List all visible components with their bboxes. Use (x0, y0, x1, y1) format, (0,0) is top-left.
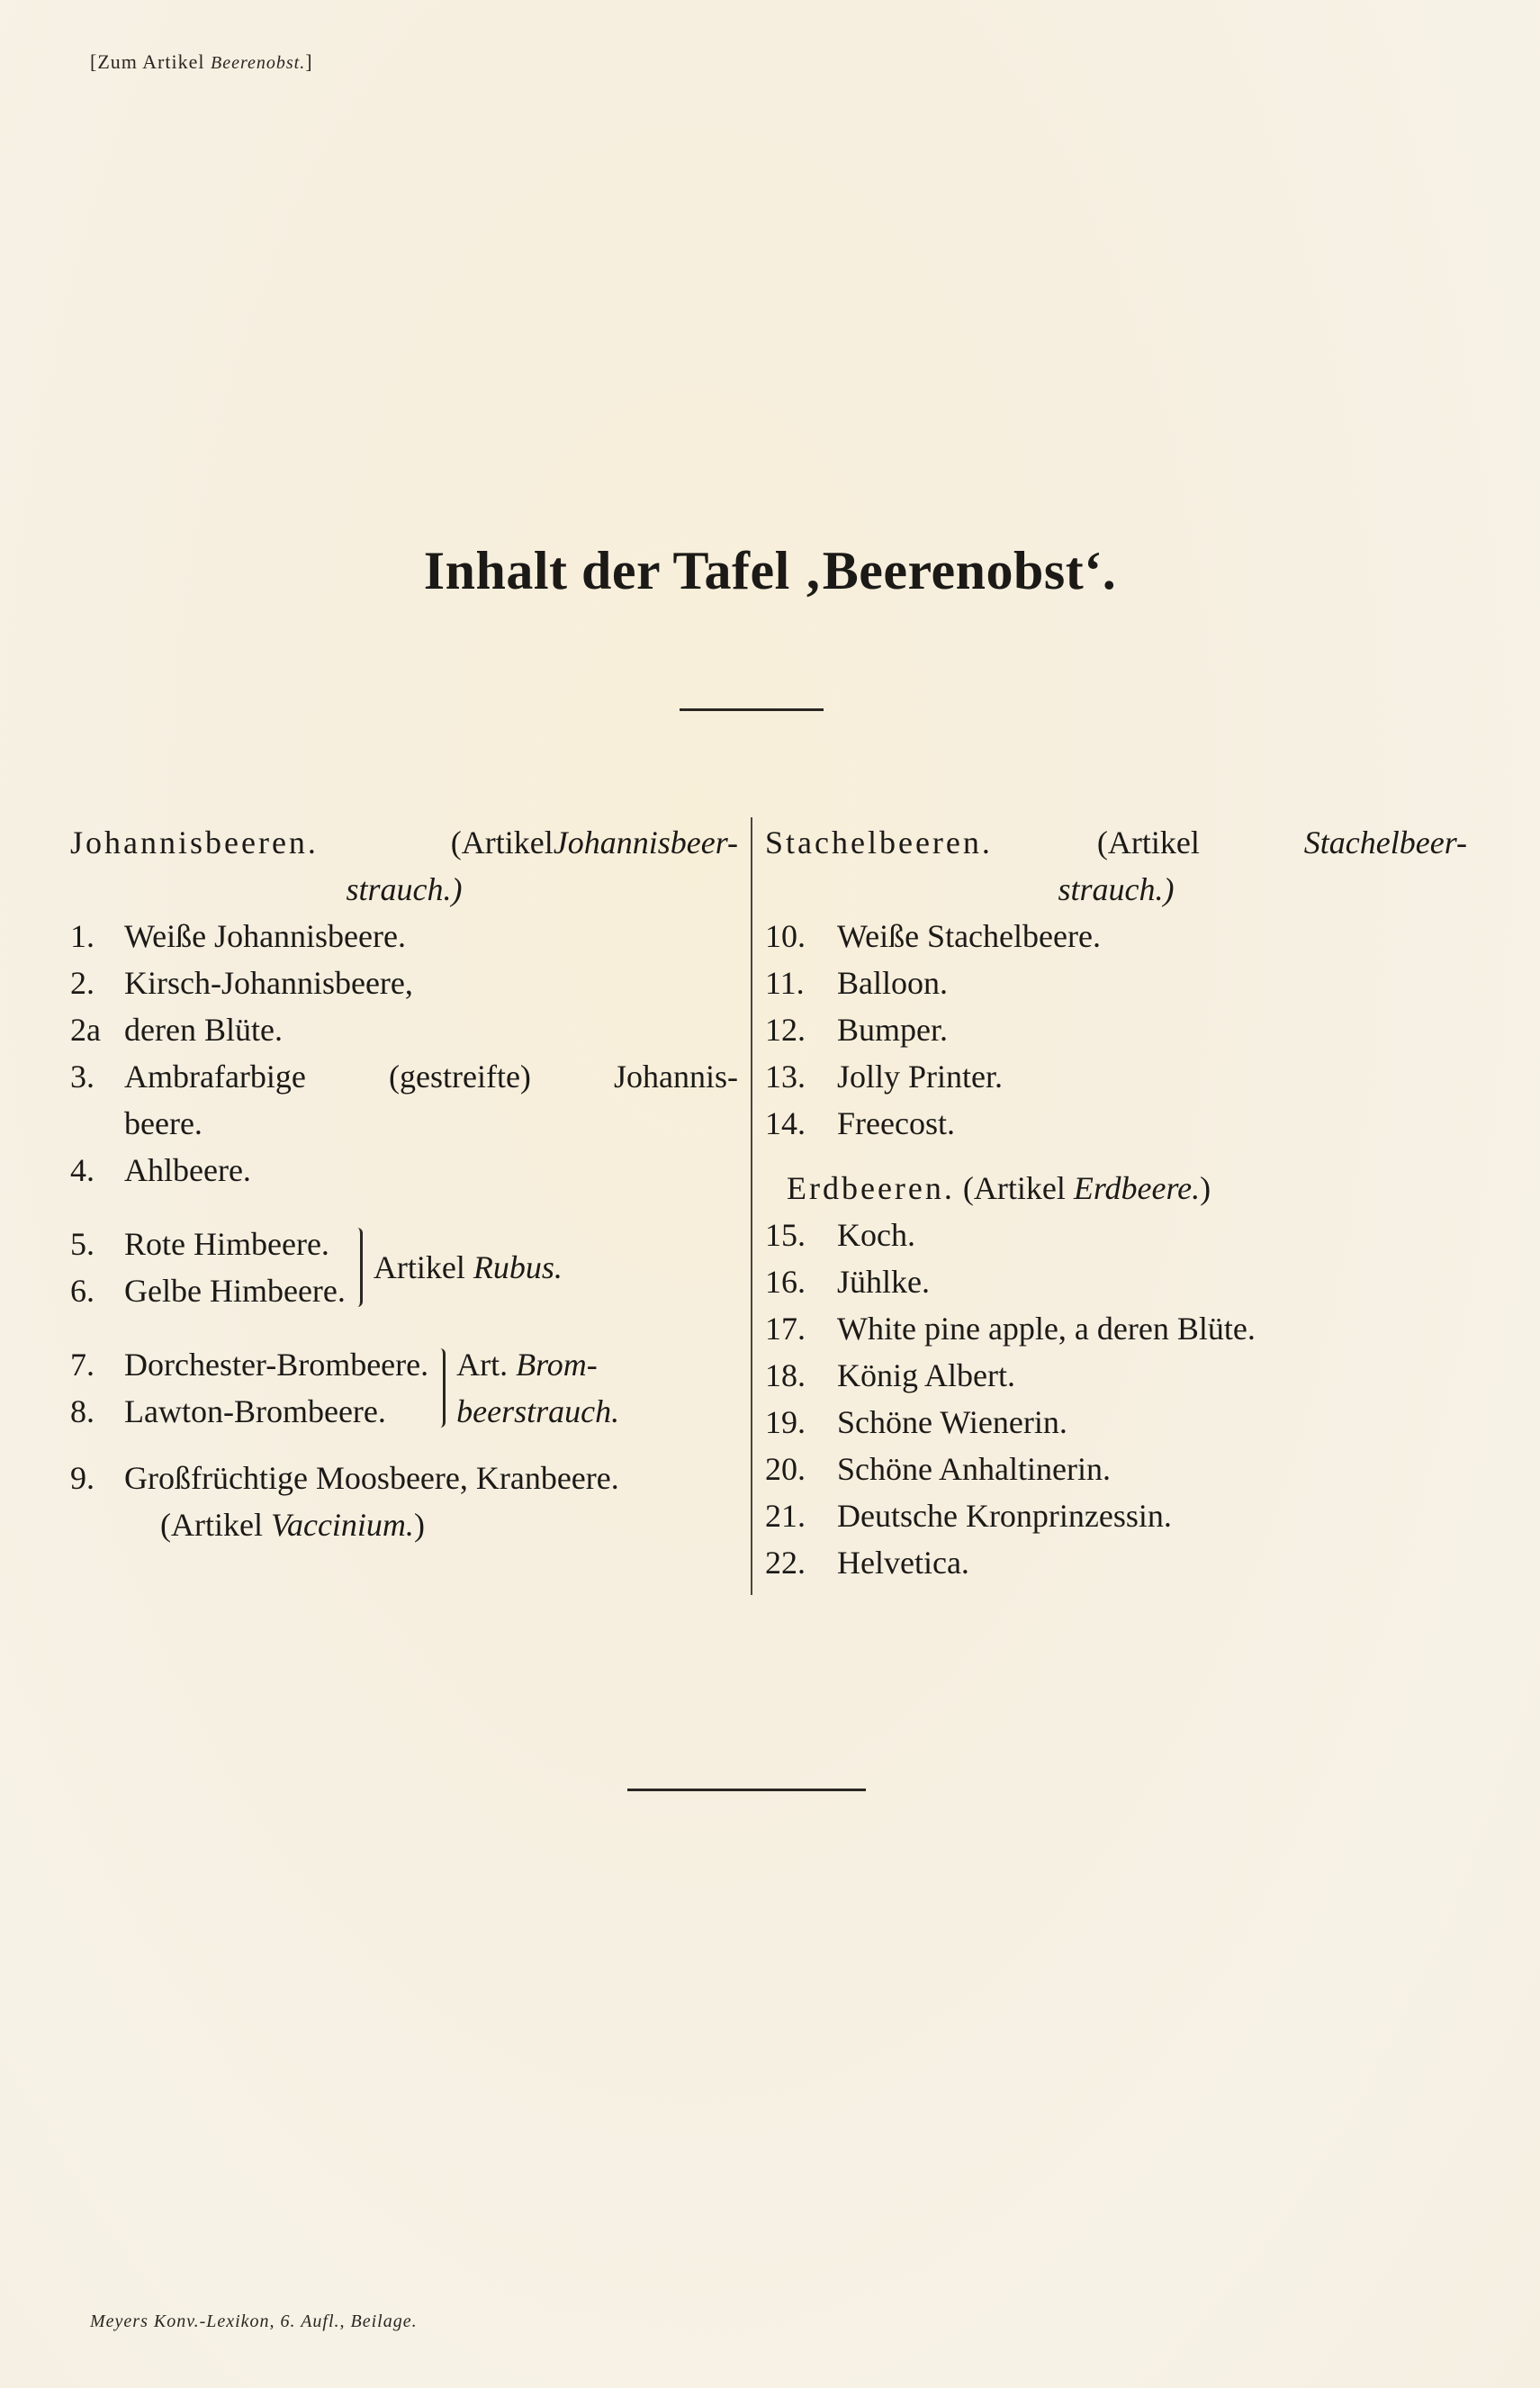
item-number: 4. (70, 1152, 95, 1188)
item9-cont-prefix: (Artikel (160, 1507, 263, 1543)
brombeere-group (70, 1341, 738, 1435)
section-name: Erdbeeren. (787, 1170, 955, 1206)
item-number: 15. (765, 1217, 806, 1253)
section-ref: Johannisbeer- (553, 825, 738, 861)
item-text: Weiße Stachelbeere. (837, 918, 1101, 954)
list-item (70, 1455, 738, 1501)
item-text: Freecost. (837, 1105, 955, 1141)
list-item (765, 1352, 1467, 1399)
section-close: ) (1200, 1170, 1211, 1206)
item-number: 14. (765, 1105, 806, 1141)
item-number: 22. (765, 1545, 806, 1581)
section-ref-continuation: strauch.) (1058, 871, 1175, 907)
list-item (70, 1388, 428, 1435)
item9-cont-suffix: ) (413, 1507, 425, 1543)
item-number: 19. (765, 1404, 806, 1440)
item-text: Dorchester-Brombeere. (124, 1347, 429, 1383)
item-continuation (70, 1501, 738, 1548)
list-item (765, 1212, 1467, 1258)
rubus-label-text: Artikel (373, 1249, 465, 1285)
item-text: Schöne Anhaltinerin. (837, 1451, 1111, 1487)
item-text: König Albert. (837, 1357, 1015, 1393)
brace (434, 1348, 446, 1428)
list-item (70, 1053, 738, 1100)
list-item (765, 1305, 1467, 1352)
brombeere-label (456, 1341, 619, 1435)
section-ref: Stachelbeer- (1303, 825, 1467, 861)
rubus-label (374, 1244, 563, 1291)
article-reference-title: Beerenobst. (210, 53, 306, 73)
item9-cont-ref: Vaccinium. (270, 1507, 414, 1543)
column-divider (751, 817, 752, 1595)
list-item (70, 913, 738, 960)
right-column (765, 819, 1467, 1586)
brombeere-label-text: Art. (456, 1347, 509, 1383)
item-number: 13. (765, 1059, 806, 1095)
brombeere-label-ref-cont: beerstrauch. (456, 1393, 620, 1429)
list-item (765, 1006, 1467, 1053)
section-heading-erdbeeren (765, 1165, 1467, 1212)
item-number: 17. (765, 1311, 806, 1347)
rubus-label-ref: Rubus. (473, 1249, 563, 1285)
item-number: 16. (765, 1264, 806, 1300)
item-number: 2. (70, 965, 95, 1001)
section-name: Stachelbeeren. (765, 825, 993, 861)
item-text: Jolly Printer. (837, 1059, 1004, 1095)
title-rule (680, 708, 824, 711)
section-name: Johannisbeeren. (70, 825, 319, 861)
page-title: Inhalt der Tafel ‚Beerenobst‘. (423, 541, 1117, 600)
item-number: 21. (765, 1498, 806, 1534)
article-reference (90, 50, 313, 74)
item-text: Jühlke. (837, 1264, 930, 1300)
list-item (70, 1221, 346, 1267)
item-number: 1. (70, 918, 95, 954)
section-artikel: (Artikel (962, 1170, 1066, 1206)
item-text: Bumper. (837, 1012, 948, 1048)
list-item (765, 960, 1467, 1006)
list-item (765, 913, 1467, 960)
list-item (765, 1539, 1467, 1586)
item-number: 18. (765, 1357, 806, 1393)
item-number: 8. (70, 1393, 95, 1429)
section-ref-continuation: strauch.) (346, 871, 463, 907)
brombeere-label-ref: Brom- (516, 1347, 598, 1383)
list-item (70, 1006, 738, 1053)
item-number: 6. (70, 1273, 95, 1309)
item-number: 5. (70, 1226, 95, 1262)
item-text: Helvetica. (837, 1545, 969, 1581)
left-column (70, 819, 738, 1548)
list-item (70, 960, 738, 1006)
section-ref: Erdbeere. (1073, 1170, 1201, 1206)
item-text: Ambrafarbige (gestreifte) Johannis- (124, 1059, 738, 1095)
item-number: 20. (765, 1451, 806, 1487)
list-item (70, 1341, 428, 1388)
section-heading-stachelbeeren (765, 819, 1467, 866)
item-text: Schöne Wienerin. (837, 1404, 1067, 1440)
item-text: Rote Himbeere. (124, 1226, 329, 1262)
item-text: Ahlbeere. (124, 1152, 251, 1188)
item-text: Gelbe Himbeere. (124, 1273, 346, 1309)
section-artikel: (Artikel (450, 825, 554, 861)
item-text: Großfrüchtige Moosbeere, Kranbeere. (124, 1460, 619, 1496)
item-number: 3. (70, 1059, 95, 1095)
article-reference-suffix: ] (305, 50, 313, 73)
list-item (765, 1492, 1467, 1539)
item-number: 7. (70, 1347, 95, 1383)
list-item (70, 1267, 346, 1314)
item-number: 11. (765, 965, 805, 1001)
item-text: Weiße Johannisbeere. (124, 918, 406, 954)
section-artikel: (Artikel (1096, 825, 1200, 861)
list-item (765, 1446, 1467, 1492)
list-item (765, 1399, 1467, 1446)
item-continuation: beere. (124, 1105, 203, 1141)
item-text: Lawton-Brombeere. (124, 1393, 386, 1429)
list-item (765, 1100, 1467, 1147)
rubus-group (70, 1221, 738, 1314)
article-reference-prefix: [Zum Artikel (90, 50, 211, 73)
item-text: deren Blüte. (124, 1012, 283, 1048)
item-text: Kirsch-Johannisbeere, (124, 965, 413, 1001)
item-text: Deutsche Kronprinzessin. (837, 1498, 1172, 1534)
item-text: Koch. (837, 1217, 915, 1253)
list-item (70, 1147, 738, 1194)
closing-rule (627, 1789, 866, 1791)
item-number: 2a (70, 1012, 101, 1048)
item-text: White pine apple, a deren Blüte. (837, 1311, 1256, 1347)
list-item (765, 1053, 1467, 1100)
brace (351, 1228, 363, 1307)
item-number: 12. (765, 1012, 806, 1048)
footer-source: Meyers Konv.-Lexikon, 6. Aufl., Beilage. (90, 2311, 418, 2331)
item-number: 10. (765, 918, 806, 954)
list-item (765, 1258, 1467, 1305)
section-heading-johannisbeeren (70, 819, 738, 866)
item-text: Balloon. (837, 965, 948, 1001)
item-number: 9. (70, 1460, 95, 1496)
